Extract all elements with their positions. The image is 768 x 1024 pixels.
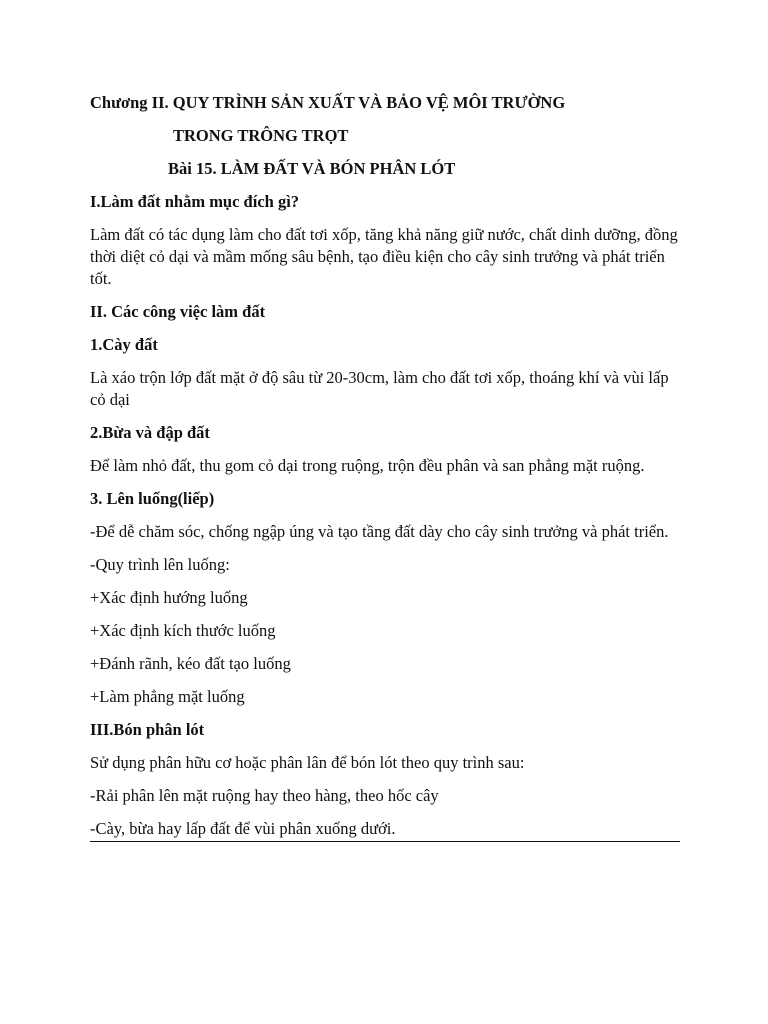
section3-heading: III.Bón phân lót xyxy=(90,720,205,739)
section3-step-final: -Cày, bừa hay lấp đất để vùi phân xuống dưới. xyxy=(90,818,680,842)
sub2-text: Để làm nhỏ đất, thu gom cỏ dại trong ruộng, trộn đều phân và san phẳng mặt ruộng. xyxy=(90,456,645,475)
chapter-title-line2: TRONG TRÔNG TRỌT xyxy=(173,126,349,145)
sub2-heading: 2.Bừa và đập đất xyxy=(90,423,210,442)
sub1-heading: 1.Cày đất xyxy=(90,335,158,354)
sub3-text: -Để dễ chăm sóc, chống ngập úng và tạo tầng đất dày cho cây sinh trưởng và phát triển. xyxy=(90,522,669,541)
sub3-step: +Làm phẳng mặt luống xyxy=(90,687,245,706)
chapter-title: Chương II. QUY TRÌNH SẢN XUẤT VÀ BẢO VỆ MÔI TRƯỜNG xyxy=(90,93,566,112)
section1-text: Làm đất có tác dụng làm cho đất tơi xốp, tăng khả năng giữ nước, chất dinh dưỡng, đồng thời diệt cỏ dại và mầm mống sâu bệnh, tạo điều kiện cho cây sinh trưởng và phát triển tốt. xyxy=(90,225,678,288)
lesson-title: Bài 15. LÀM ĐẤT VÀ BÓN PHÂN LÓT xyxy=(168,159,456,178)
sub3-heading: 3. Lên luống(liếp) xyxy=(90,489,215,508)
sub3-step: +Xác định kích thước luống xyxy=(90,621,276,640)
sub3-process-label: -Quy trình lên luống: xyxy=(90,555,230,574)
section2-heading: II. Các công việc làm đất xyxy=(90,302,266,321)
sub3-step: +Đánh rãnh, kéo đất tạo luống xyxy=(90,654,291,673)
section1-heading: I.Làm đất nhằm mục đích gì? xyxy=(90,192,300,211)
sub3-step: +Xác định hướng luống xyxy=(90,588,248,607)
section3-text: Sử dụng phân hữu cơ hoặc phân lân để bón lót theo quy trình sau: xyxy=(90,753,525,772)
section3-step: -Rải phân lên mặt ruộng hay theo hàng, theo hốc cây xyxy=(90,786,439,805)
sub1-text: Là xáo trộn lớp đất mặt ở độ sâu từ 20-30cm, làm cho đất tơi xốp, thoáng khí và vùi lấp cỏ dại xyxy=(90,368,669,409)
document-body xyxy=(90,90,680,842)
